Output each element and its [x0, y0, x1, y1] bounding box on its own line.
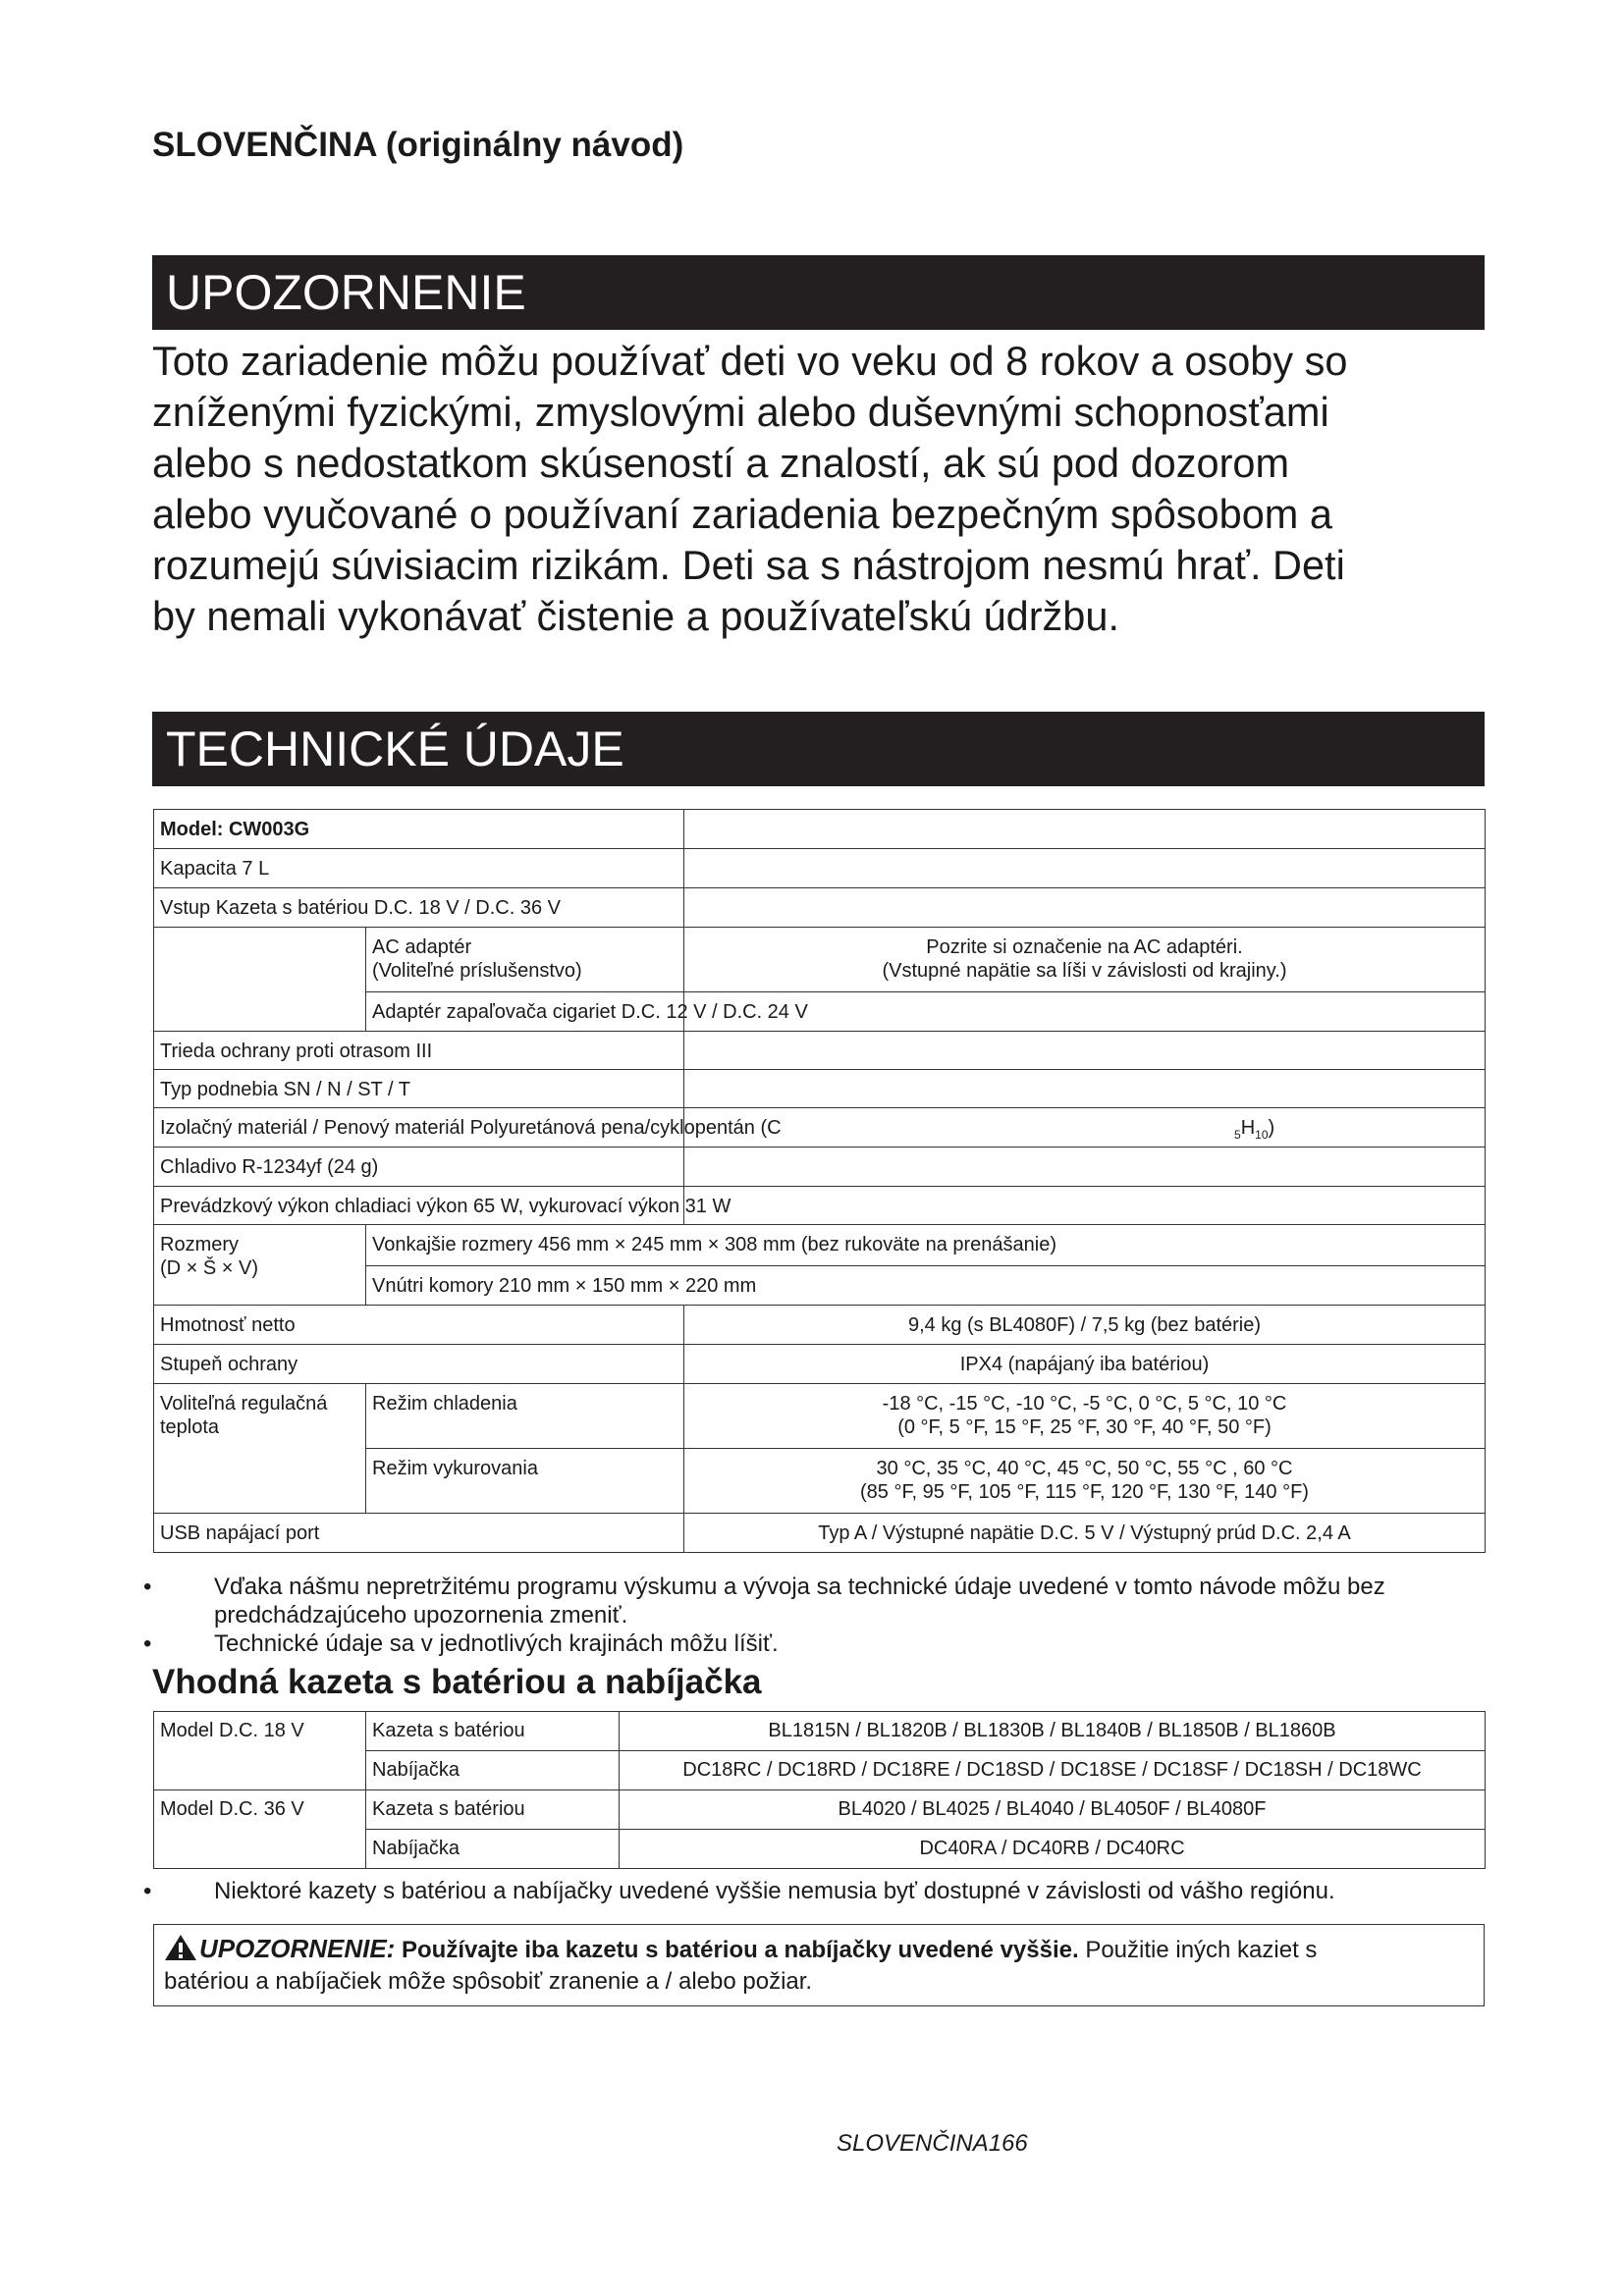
spec-usb-value: Typ A / Výstupné napätie D.C. 5 V / Výstupný prúd D.C. 2,4 A: [684, 1514, 1486, 1553]
spec-cooling-value-line: (0 °F, 5 °F, 15 °F, 25 °F, 30 °F, 40 °F, 50 °F): [897, 1416, 1272, 1438]
warning-line: rozumejú súvisiacim rizikám. Deti sa s nástrojom nesmú hrať. Deti: [152, 542, 1345, 588]
battery-value: DC18RC / DC18RD / DC18RE / DC18SD / DC18SE / DC18SF / DC18SH / DC18WC: [620, 1751, 1486, 1790]
spec-usb-label: USB napájací port: [154, 1514, 684, 1553]
tech-specs-heading: TECHNICKÉ ÚDAJE: [152, 712, 1485, 786]
table-row: [154, 928, 1486, 992]
spec-cooling-label: Režim chladenia: [366, 1384, 684, 1449]
table-row: [154, 888, 1486, 928]
spec-empty-cell: [684, 1070, 1486, 1108]
table-row: [154, 1306, 1486, 1345]
warning-line: alebo vyučované o používaní zariadenia bezpečným spôsobom a: [152, 491, 1332, 537]
table-row: [154, 1514, 1486, 1553]
list-item: • Technické údaje sa v jednotlivých krajinách môžu líšiť.: [143, 1629, 1498, 1658]
spec-ac-adapter-line: (Voliteľné príslušenstvo): [372, 960, 582, 982]
table-row: [154, 1032, 1486, 1070]
spec-insulation: Izolačný materiál / Penový materiál Polyuretánová pena/cyklopentán (C: [154, 1108, 684, 1148]
warning-heading: UPOZORNENIE: [152, 255, 1485, 330]
spec-shock-class: Trieda ochrany proti otrasom III: [154, 1032, 684, 1070]
warning-triangle-icon: [164, 1934, 197, 1961]
caution-word: UPOZORNENIE:: [199, 1934, 396, 1963]
spec-heating-value-line: 30 °C, 35 °C, 40 °C, 45 °C, 50 °C, 55 °C , 60 °C: [876, 1458, 1293, 1479]
battery-model: Model D.C. 18 V: [154, 1712, 366, 1790]
spec-ac-value: [684, 928, 1486, 992]
spec-table: [153, 809, 1486, 1553]
warning-line: zníženými fyzickými, zmyslovými alebo duševnými schopnosťami: [152, 389, 1329, 435]
spec-ac-value-line: Pozrite si označenie na AC adaptéri.: [926, 936, 1243, 958]
battery-note: [143, 1877, 1498, 1905]
caution-box: [153, 1924, 1485, 2006]
spec-heating-value-line: (85 °F, 95 °F, 105 °F, 115 °F, 120 °F, 130 °F, 140 °F): [860, 1481, 1309, 1503]
battery-value: BL4020 / BL4025 / BL4040 / BL4050F / BL4080F: [620, 1790, 1486, 1830]
spec-empty-cell: [684, 1187, 1486, 1225]
spec-weight-value: 9,4 kg (s BL4080F) / 7,5 kg (bez batérie): [684, 1306, 1486, 1345]
spec-dims-inner: Vnútri komory 210 mm × 150 mm × 220 mm: [366, 1266, 1486, 1306]
spec-refrigerant: Chladivo R-1234yf (24 g): [154, 1148, 684, 1187]
table-row: [154, 1148, 1486, 1187]
spec-empty-cell: [684, 888, 1486, 928]
table-row: [154, 1345, 1486, 1384]
battery-table: [153, 1711, 1486, 1869]
warning-line: by nemali vykonávať čistenie a používateľskú údržbu.: [152, 593, 1119, 639]
spec-dims-outer: Vonkajšie rozmery 456 mm × 245 mm × 308 mm (bez rukoväte na prenášanie): [366, 1225, 1486, 1266]
spec-cooling-value: [684, 1384, 1486, 1449]
table-row: [154, 1790, 1486, 1830]
spec-temp-label-line: teplota: [160, 1416, 220, 1438]
spec-power: Prevádzkový výkon chladiaci výkon 65 W, vykurovací výkon 31 W: [154, 1187, 684, 1225]
formula-element: H: [1240, 1117, 1256, 1139]
formula-subscript: 10: [1255, 1128, 1269, 1142]
spec-ac-adapter-line: AC adaptér: [372, 936, 472, 958]
warning-line: alebo s nedostatkom skúseností a znalostí, ak sú pod dozorom: [152, 440, 1290, 486]
page-language-title: SLOVENČINA (originálny návod): [152, 126, 684, 164]
spec-notes: [143, 1573, 1498, 1658]
spec-capacity: Kapacita 7 L: [154, 849, 684, 888]
spec-dims-label-line: Rozmery: [160, 1234, 240, 1255]
caution-text-line: batériou a nabíjačiek môže spôsobiť zranenie a / alebo požiar.: [164, 1968, 813, 1995]
caution-bold-text: Používajte iba kazetu s batériou a nabíjačky uvedené vyššie.: [402, 1937, 1079, 1963]
formula-subscript: 5: [1234, 1128, 1241, 1142]
table-row: [154, 1108, 1486, 1148]
battery-type: Kazeta s batériou: [366, 1790, 620, 1830]
table-row: [154, 849, 1486, 888]
spec-ac-value-line: (Vstupné napätie sa líši v závislosti od krajiny.): [882, 960, 1287, 982]
spec-cooling-value-line: -18 °C, -15 °C, -10 °C, -5 °C, 0 °C, 5 °C, 10 °C: [882, 1393, 1287, 1415]
spec-empty-cell: [684, 1032, 1486, 1070]
spec-empty-cell: [684, 849, 1486, 888]
battery-model: Model D.C. 36 V: [154, 1790, 366, 1869]
battery-type: Kazeta s batériou: [366, 1712, 620, 1751]
table-row: [154, 1187, 1486, 1225]
spec-protection-label: Stupeň ochrany: [154, 1345, 684, 1384]
battery-value: BL1815N / BL1820B / BL1830B / BL1840B / BL1850B / BL1860B: [620, 1712, 1486, 1751]
battery-section-heading: Vhodná kazeta s batériou a nabíjačka: [152, 1663, 762, 1701]
spec-input: Vstup Kazeta s batériou D.C. 18 V / D.C. 36 V: [154, 888, 684, 928]
spec-input-spacer: [154, 928, 366, 1032]
spec-dims-label-line: (D × Š × V): [160, 1257, 259, 1279]
formula-close: ): [1268, 1117, 1275, 1139]
page-footer: SLOVENČINA166: [837, 2130, 1028, 2157]
spec-cigar-adapter: Adaptér zapaľovača cigariet D.C. 12 V / D.C. 24 V: [366, 992, 684, 1032]
spec-ac-adapter: [366, 928, 684, 992]
table-row: [154, 1070, 1486, 1108]
caution-text: Použitie iných kaziet s: [1085, 1937, 1318, 1963]
spec-weight-label: Hmotnosť netto: [154, 1306, 684, 1345]
battery-type: Nabíjačka: [366, 1830, 620, 1869]
spec-heating-label: Režim vykurovania: [366, 1449, 684, 1514]
table-row: [154, 1712, 1486, 1751]
spec-model: Model: CW003G: [154, 810, 684, 849]
spec-temp-label: [154, 1384, 366, 1514]
list-item: • Vďaka nášmu nepretržitému programu výskumu a vývoja sa technické údaje uvedené v tomto návode môžu bez predchádzajúceho upozornenia zmeniť.: [143, 1573, 1498, 1629]
table-row: [154, 810, 1486, 849]
battery-value: DC40RA / DC40RB / DC40RC: [620, 1830, 1486, 1869]
spec-dims-label: [154, 1225, 366, 1306]
warning-line: Toto zariadenie môžu používať deti vo veku od 8 rokov a osoby so: [152, 338, 1348, 384]
battery-type: Nabíjačka: [366, 1751, 620, 1790]
spec-climate: Typ podnebia SN / N / ST / T: [154, 1070, 684, 1108]
table-row: [154, 1384, 1486, 1449]
caution-line: [164, 1933, 1474, 1966]
spec-empty-cell: [684, 810, 1486, 849]
table-row: [154, 1225, 1486, 1266]
spec-temp-label-line: Voliteľná regulačná: [160, 1393, 328, 1415]
warning-text: [152, 336, 1507, 642]
list-item: • Niektoré kazety s batériou a nabíjačky uvedené vyššie nemusia byť dostupné v závislosti od vášho regiónu.: [143, 1877, 1498, 1905]
spec-heating-value: [684, 1449, 1486, 1514]
spec-protection-value: IPX4 (napájaný iba batériou): [684, 1345, 1486, 1384]
spec-insulation-formula: [684, 1108, 1486, 1148]
spec-empty-cell: [684, 1148, 1486, 1187]
